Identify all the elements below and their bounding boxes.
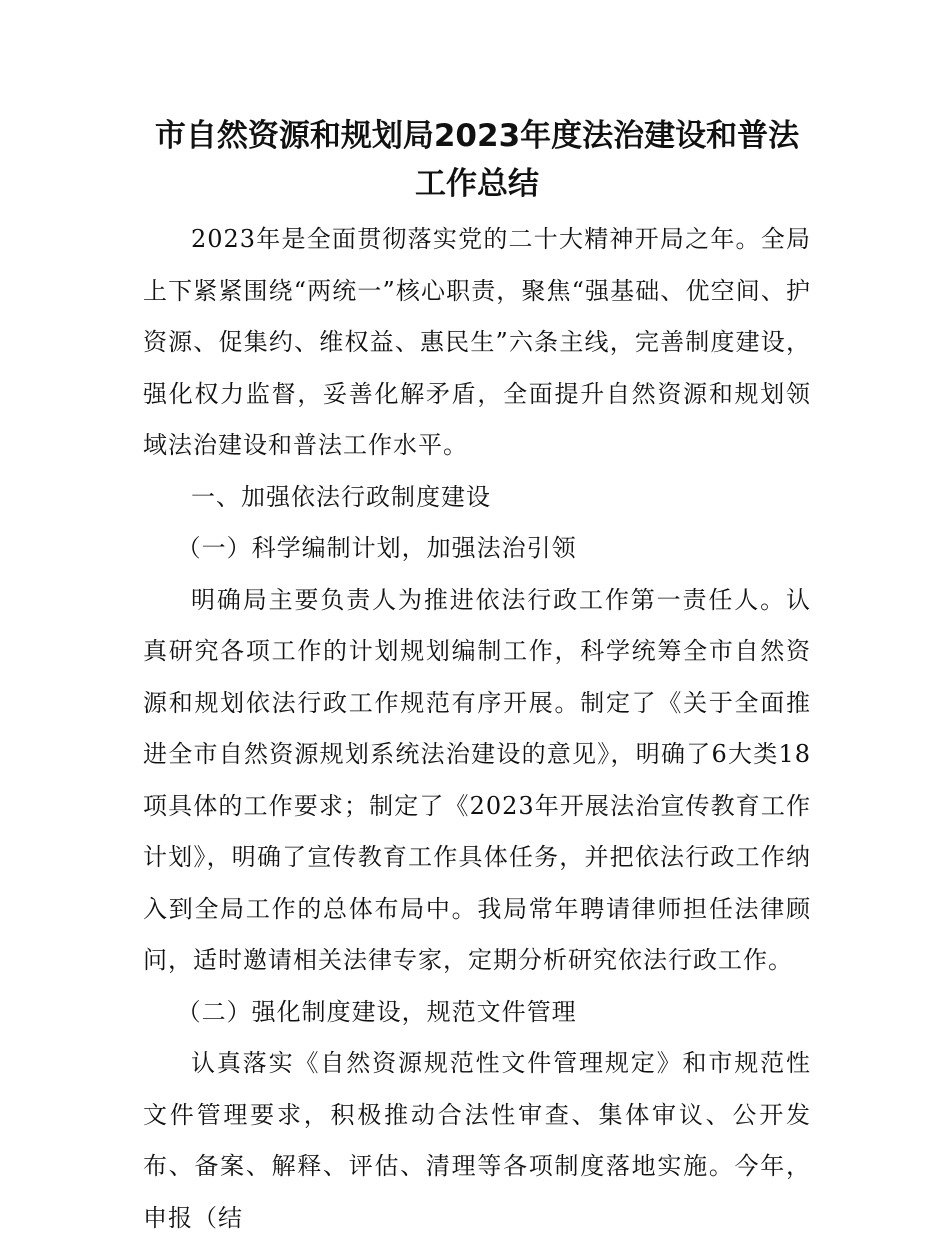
subsection-2-paragraph: 认真落实《自然资源规范性文件管理规定》和市规范性文件管理要求，积极推动合法性审查、集体审议、公开发布、备案、解释、评估、清理等各项制度落地实施。今年，申报（结 xyxy=(143,1049,811,1232)
document-title-line-1: 市自然资源和规划局2023年度法治建设和普法 xyxy=(154,118,800,154)
subsection-2-heading: （二）强化制度建设，规范文件管理 xyxy=(176,997,577,1026)
subsection-1-heading: （一）科学编制计划，加强法治引领 xyxy=(176,534,577,562)
document-content xyxy=(143,112,811,1244)
section-1-heading: 一、加强依法行政制度建设 xyxy=(191,482,491,511)
document-title-line-2: 工作总结 xyxy=(415,166,539,202)
intro-paragraph: 2023年是全面贯彻落实党的二十大精神开局之年。全局上下紧紧围绕“两统一”核心职责，聚焦“强基础、优空间、护资源、促集约、维权益、惠民生”六条主线，完善制度建设，强化权力监督，妥善化解矛盾，全面提升自然资源和规划领域法治建设和普法工作水平。 xyxy=(143,225,811,459)
document-title xyxy=(143,112,811,208)
subsection-1-paragraph: 明确局主要负责人为推进依法行政工作第一责任人。认真研究各项工作的计划规划编制工作，科学统筹全市自然资源和规划依法行政工作规范有序开展。制定了《关于全面推进全市自然资源规划系统法治建设的意见》，明确了6大类18项具体的工作要求；制定了《2023年开展法治宣传教育工作计划》，明确了宣传教育工作具体任务，并把依法行政工作纳入到全局工作的总体布局中。我局常年聘请律师担任法律顾问，适时邀请相关法律专家，定期分析研究依法行政工作。 xyxy=(143,585,811,974)
